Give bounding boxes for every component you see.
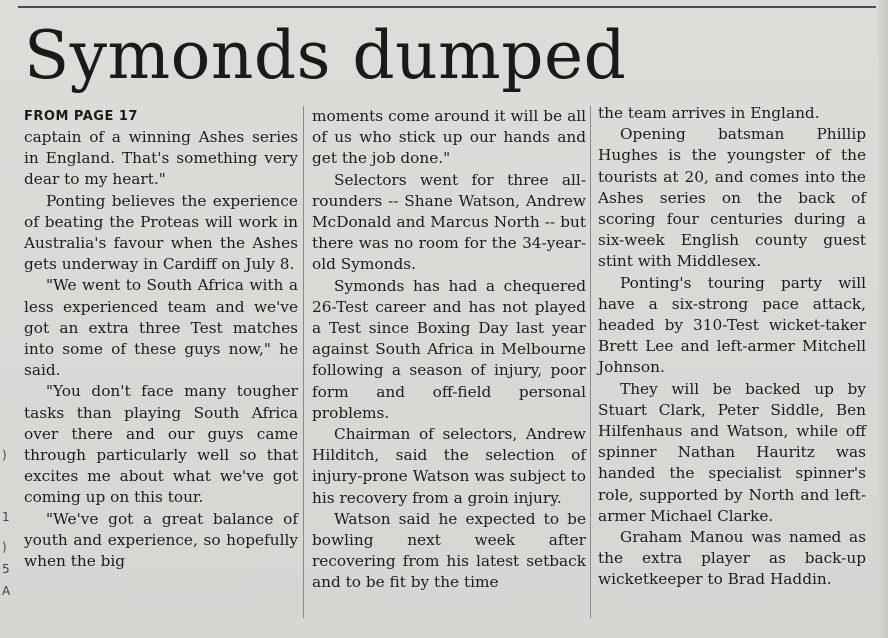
article-column-3 [598,103,866,591]
page-edge [878,0,888,638]
margin-fragment: 1 [2,510,10,524]
paragraph: captain of a winning Ashes series in England. That's something very dear to my heart." [24,128,298,189]
column-divider [303,106,304,618]
paragraph: Graham Manou was named as the extra player as back-up wicketkeeper to Brad Haddin. [598,528,866,589]
paragraph: Watson said he expected to be bowling next week after recovering from his latest setback and to be fit by the time [312,509,586,592]
margin-fragment: 5 [2,562,10,576]
paragraph: Selectors went for three all-rounders -- Shane Watson, Andrew McDonald and Marcus North -- but there was no room for the 34-year-old Symonds. [312,170,586,274]
paragraph: "We went to South Africa with a less experienced team and we've got an extra three Test matches into some of these guys now," he said. [24,276,298,380]
margin-fragment: A [2,584,11,598]
paragraph: the team arrives in England. [598,104,820,122]
headline: Symonds dumped [24,17,627,94]
paragraph: They will be backed up by Stuart Clark, Peter Siddle, Ben Hilfenhaus and Watson, while off spinner Nathan Hauritz was handed the specialist spinner's role, supported by North and left-armer Michael Clarke. [598,379,866,525]
article-column-2 [312,106,586,594]
top-rule [18,6,876,8]
paragraph: Ponting's touring party will have a six-strong pace attack, headed by 310-Test wicket-taker Brett Lee and left-armer Mitchell Johnson. [598,273,866,377]
paragraph: moments come around it will be all of us who stick up our hands and get the job done." [312,107,586,168]
margin-fragment: ) [2,540,7,554]
kicker: FROM PAGE 17 [24,109,138,124]
paragraph: Chairman of selectors, Andrew Hilditch, said the selection of injury-prone Watson was subject to his recovery from a groin injury. [312,425,586,507]
article-column-1 [24,109,298,572]
margin-fragment: ) [2,448,7,462]
paragraph: Symonds has had a chequered 26-Test career and has not played a Test since Boxing Day last year against South Africa in Melbourne following a season of injury, poor form and off-field personal problems. [312,276,586,422]
paragraph: "You don't face many tougher tasks than playing South Africa over there and our guys came through particularly well so that excites me about what we've got coming up on this tour. [24,382,298,507]
paragraph: Opening batsman Phillip Hughes is the youngster of the tourists at 20, and comes into the Ashes series on the back of scoring four centuries during a six-week English county guest stint with Middlesex. [598,125,866,271]
left-margin-fragments [0,0,18,638]
paragraph: "We've got a great balance of youth and experience, so hopefully when the big [24,509,298,571]
paragraph: Ponting believes the experience of beating the Proteas will work in Australia's favour when the Ashes gets underway in Cardiff on July 8. [24,191,298,274]
column-divider [590,106,591,618]
